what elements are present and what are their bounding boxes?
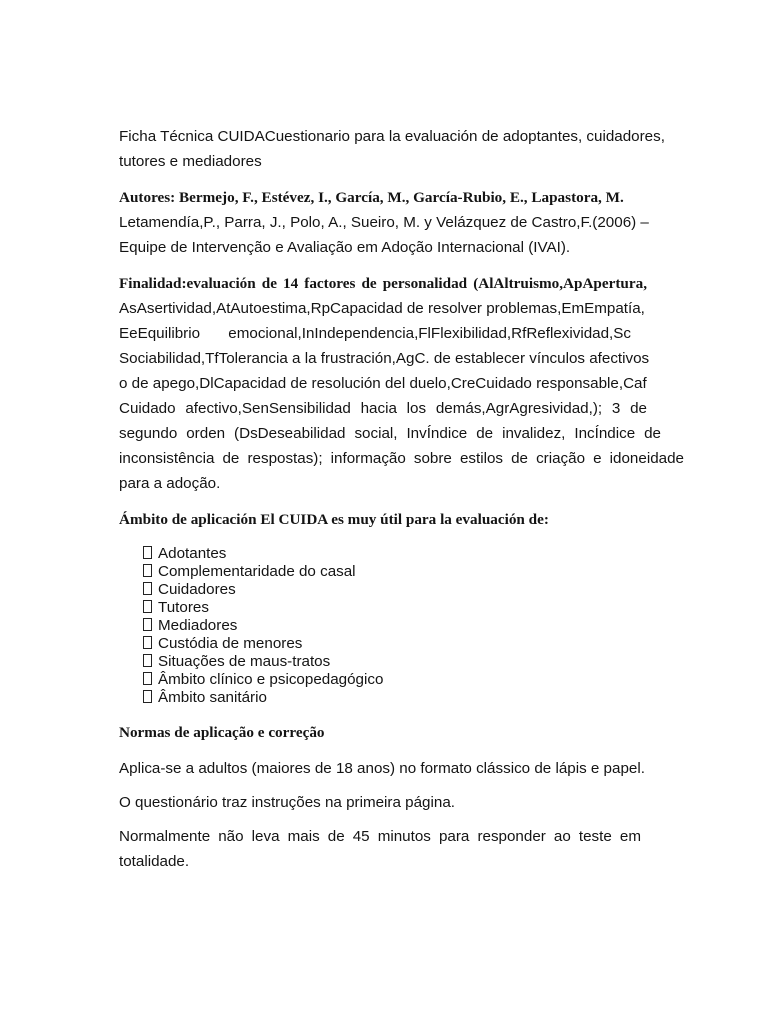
box-bullet-icon: [143, 546, 152, 559]
list-item-label: Complementaridade do casal: [158, 562, 356, 580]
norms-section: [119, 720, 699, 874]
list-item-label: Âmbito sanitário: [158, 688, 267, 706]
list-item: [143, 671, 699, 689]
purpose-line: Sociabilidad,TfTolerancia a la frustración,AgC. de establecer vínculos afectivos: [119, 350, 650, 367]
list-item: [143, 563, 699, 581]
purpose-line: segundo orden (DsDeseabilidad social, InvÍndice de invalidez, IncÍndice de: [119, 425, 661, 442]
purpose-line: EeEquilibrio emocional,InIndependencia,FlFlexibilidad,RfReflexividad,Sc: [119, 325, 631, 342]
box-bullet-icon: [143, 636, 152, 649]
norms-paragraph: O questionário traz instruções na primeira página.: [119, 794, 455, 811]
list-item: [143, 581, 699, 599]
purpose-line: o de apego,DlCapacidad de resolución del duelo,CreCuidado responsable,Caf: [119, 375, 647, 392]
box-bullet-icon: [143, 582, 152, 595]
list-item-label: Adotantes: [158, 544, 227, 562]
document-body: [119, 124, 699, 874]
box-bullet-icon: [143, 600, 152, 613]
list-item-label: Âmbito clínico e psicopedagógico: [158, 670, 384, 688]
list-item-label: Situações de maus-tratos: [158, 652, 331, 670]
norms-paragraph: Aplica-se a adultos (maiores de 18 anos) no formato clássico de lápis e papel.: [119, 760, 645, 777]
list-item: [143, 653, 699, 671]
list-item: [143, 545, 699, 563]
norms-line: totalidade.: [119, 853, 190, 870]
authors-line: Letamendía,P., Parra, J., Polo, A., Sueiro, M. y Velázquez de Castro,F.(2006) –: [119, 214, 649, 231]
list-item: [143, 689, 699, 707]
scope-heading: Ámbito de aplicación El CUIDA es muy útil para la evaluación de:: [119, 511, 549, 528]
box-bullet-icon: [143, 690, 152, 703]
scope-list: [119, 545, 699, 707]
intro-line: Ficha Técnica CUIDACuestionario para la evaluación de adoptantes, cuidadores,: [119, 128, 665, 145]
norms-paragraph: [119, 824, 699, 874]
intro-paragraph: [119, 124, 699, 174]
purpose-line: Cuidado afectivo,SenSensibilidad hacia los demás,AgrAgresividad,); 3 de: [119, 400, 647, 417]
norms-heading: Normas de aplicação e correção: [119, 724, 325, 741]
purpose-line: inconsistência de respostas); informação sobre estilos de criação e idoneidade: [119, 450, 684, 467]
authors-heading: Autores: Bermejo, F., Estévez, I., García, M., García-Rubio, E., Lapastora, M.: [119, 189, 624, 206]
authors-line: Equipe de Intervenção e Avaliação em Adoção Internacional (IVAI).: [119, 239, 571, 256]
list-item: [143, 635, 699, 653]
list-item: [143, 599, 699, 617]
box-bullet-icon: [143, 618, 152, 631]
box-bullet-icon: [143, 672, 152, 685]
list-item-label: Cuidadores: [158, 580, 236, 598]
box-bullet-icon: [143, 654, 152, 667]
purpose-paragraph: [119, 271, 699, 496]
norms-line: Normalmente não leva mais de 45 minutos para responder ao teste em: [119, 828, 641, 845]
list-item-label: Custódia de menores: [158, 634, 303, 652]
intro-line: tutores e mediadores: [119, 153, 262, 170]
list-item-label: Tutores: [158, 598, 209, 616]
box-bullet-icon: [143, 564, 152, 577]
list-item-label: Mediadores: [158, 616, 238, 634]
authors-paragraph: [119, 185, 699, 260]
purpose-line: para a adoção.: [119, 475, 221, 492]
purpose-line: AsAsertividad,AtAutoestima,RpCapacidad de resolver problemas,EmEmpatía,: [119, 300, 645, 317]
scope-section: [119, 507, 699, 707]
list-item: [143, 617, 699, 635]
purpose-heading: Finalidad:evaluación de 14 factores de personalidad (AlAltruismo,ApApertura,: [119, 275, 647, 292]
